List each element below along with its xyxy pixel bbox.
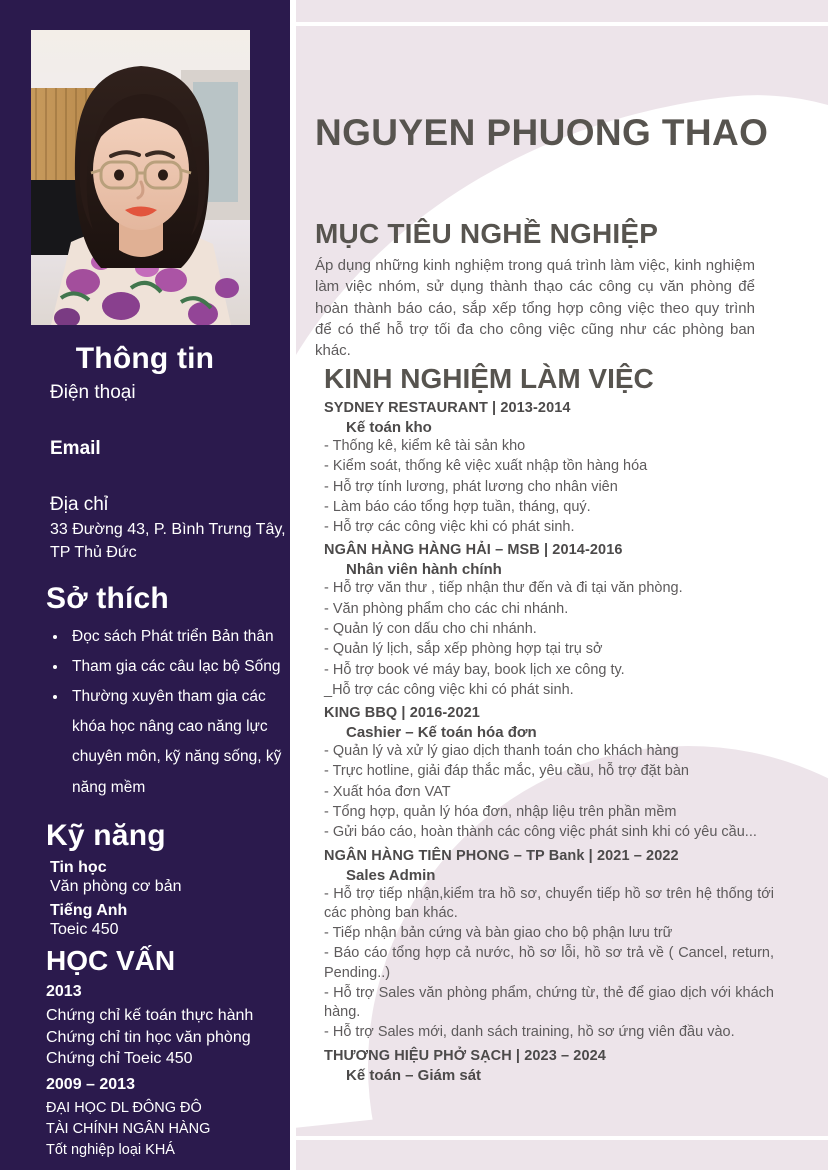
education-year: 2009 – 2013 <box>46 1075 135 1093</box>
job-bullet: - Trực hotline, giải đáp thắc mắc, yêu cầu, hỗ trợ đặt bàn <box>324 763 689 780</box>
job-bullet: - Hỗ trợ các công việc khi có phát sinh. <box>324 519 575 536</box>
job-bullet: - Báo cáo tổng hợp cả nước, hồ sơ lỗi, hồ sơ trả về ( Cancel, return, Pending..) <box>324 945 774 981</box>
address-line-1: 33 Đường 43, P. Bình Trưng Tây, <box>50 521 286 538</box>
education-line: Chứng chỉ Toeic 450 <box>46 1050 193 1068</box>
info-title: Thông tin <box>75 342 215 375</box>
job-bullet: - Hỗ trợ tiếp nhận,kiểm tra hồ sơ, chuyển tiếp hồ sơ trên hệ thống tới các phòng ban khác. <box>324 885 774 921</box>
job-bullet: - Làm báo cáo tổng hợp tuần, tháng, quý. <box>324 498 591 515</box>
job-company: THƯƠNG HIỆU PHỞ SẠCH | 2023 – 2024 <box>324 1047 606 1064</box>
skill-detail: Toeic 450 <box>50 920 119 938</box>
job-company: NGÂN HÀNG TIÊN PHONG – TP Bank | 2021 – 2022 <box>324 847 679 864</box>
list-item: • Đọc sách Phát triển Bản thân <box>68 622 290 652</box>
address-label: Địa chỉ <box>50 494 109 515</box>
education-line: Chứng chỉ kế toán thực hành <box>46 1006 254 1024</box>
education-title: HỌC VẤN <box>46 944 176 976</box>
job-role: Nhân viên hành chính <box>346 561 502 579</box>
job-bullet: - Kiểm soát, thống kê việc xuất nhập tồn hàng hóa <box>324 458 648 475</box>
job-role: Sales Admin <box>346 866 436 884</box>
objective-title: MỤC TIÊU NGHỀ NGHIỆP <box>315 218 659 249</box>
job-entry <box>324 542 818 700</box>
job-bullet: - Hỗ trợ Sales văn phòng phẩm, chứng từ, thẻ để giao dịch với khách hàng. <box>324 984 774 1021</box>
address-line-2: TP Thủ Đức <box>50 543 137 561</box>
page-title: NGUYEN PHUONG THAO <box>315 112 769 153</box>
job-bullet: - Quản lý lịch, sắp xếp phòng hợp tại trụ sở <box>324 641 603 658</box>
job-bullet: - Hỗ trợ tính lương, phát lương cho nhân viên <box>324 478 618 495</box>
education-line: TÀI CHÍNH NGÂN HÀNG <box>46 1120 211 1137</box>
skills-title: Kỹ năng <box>46 818 166 852</box>
phone-label: Điện thoại <box>50 382 136 403</box>
education-line: Chứng chỉ tin học văn phòng <box>46 1028 251 1046</box>
main-content <box>310 0 818 1170</box>
job-company: KING BBQ | 2016-2021 <box>324 705 480 722</box>
job-role: Kế toán kho <box>346 419 432 436</box>
objective-text: Áp dụng những kinh nghiệm trong quá trình làm việc, kinh nghiệm làm việc nhóm, sử dụng thành thạo các công cụ văn phòng để hoàn thành báo cáo, sắp xếp tổng hợp công việc theo quy trình để có thể hỗ trợ tối đa cho công việc cũng như các phòng ban khác. <box>315 257 755 360</box>
job-bullet: - Tiếp nhận bản cứng và bàn giao cho bộ phận lưu trữ <box>324 925 673 942</box>
spacer-email <box>0 464 290 490</box>
hobbies-list <box>0 622 290 803</box>
job-company: SYDNEY RESTAURANT | 2013-2014 <box>324 400 571 416</box>
sidebar-content <box>0 330 290 1161</box>
job-bullet: - Xuất hóa đơn VAT <box>324 783 451 800</box>
job-bullet: - Tổng hợp, quản lý hóa đơn, nhập liệu trên phần mềm <box>324 803 677 820</box>
education-line: Tốt nghiệp loại KHÁ <box>46 1141 175 1158</box>
list-item: • Tham gia các câu lạc bộ Sống <box>68 652 290 682</box>
skill-name: Tiếng Anh <box>50 901 128 919</box>
job-bullet: - Hỗ trợ văn thư , tiếp nhận thư đến và đi tại văn phòng. <box>324 580 683 597</box>
education-year: 2013 <box>46 982 82 1000</box>
skill-name: Tin học <box>50 858 107 876</box>
profile-photo <box>31 30 250 325</box>
job-bullet: _Hỗ trợ các công việc khi có phát sinh. <box>324 681 574 698</box>
job-bullet: - Hỗ trợ Sales mới, danh sách training, hồ sơ ứng viên đầu vào. <box>324 1024 735 1041</box>
experience-section <box>324 363 818 1084</box>
job-entry <box>324 400 818 537</box>
job-entry <box>324 1048 818 1084</box>
spacer-phone <box>0 408 290 434</box>
hobbies-title: Sở thích <box>46 581 169 615</box>
job-bullet: - Văn phòng phẩm cho các chi nhánh. <box>324 600 569 617</box>
job-bullet: - Gửi báo cáo, hoàn thành các công việc phát sinh khi có yêu cầu... <box>324 824 757 841</box>
skill-detail: Văn phòng cơ bản <box>50 877 182 895</box>
objective-section <box>315 218 765 361</box>
education-line: ĐẠI HỌC DL ĐÔNG ĐÔ <box>46 1099 202 1116</box>
email-label: Email <box>50 438 101 459</box>
experience-title: KINH NGHIỆM LÀM VIỆC <box>324 363 654 394</box>
job-bullet: - Quản lý con dấu cho chi nhánh. <box>324 620 537 637</box>
job-role: Cashier – Kế toán hóa đơn <box>346 724 537 742</box>
job-role: Kế toán – Giám sát <box>346 1066 482 1084</box>
job-entry <box>324 848 818 1043</box>
job-entry <box>324 705 818 842</box>
list-item: • Thường xuyên tham gia các khóa học nâng cao năng lực chuyên môn, kỹ năng sống, kỹ năng mềm <box>68 682 290 803</box>
job-bullet: - Quản lý và xử lý giao dịch thanh toán cho khách hàng <box>324 743 679 760</box>
sidebar <box>0 0 290 1170</box>
job-bullet: - Hỗ trợ book vé máy bay, book lịch xe công ty. <box>324 661 625 678</box>
job-company: NGÂN HÀNG HÀNG HẢI – MSB | 2014-2016 <box>324 542 623 559</box>
job-bullet: - Thống kê, kiểm kê tài sản kho <box>324 438 526 454</box>
